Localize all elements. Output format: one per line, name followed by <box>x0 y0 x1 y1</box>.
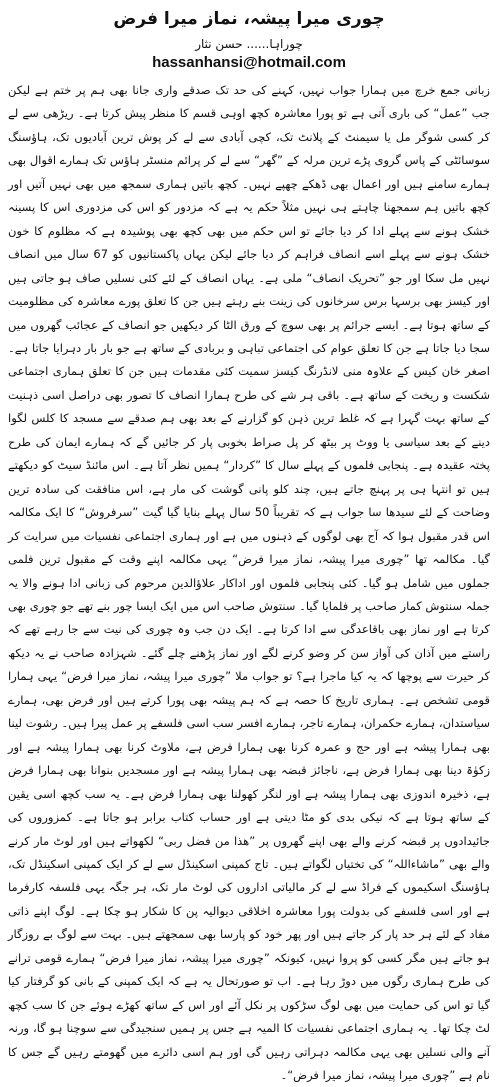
article-title: چوری میرا پیشہ، نماز میرا فرض <box>113 9 385 29</box>
article-body <box>8 79 490 1083</box>
author-email: hassanhansi@hotmail.com <box>152 54 346 71</box>
article-byline: چوراہا...... حسن نثار <box>195 37 303 51</box>
article-body-text: زبانی جمع خرچ میں ہمارا جواب نہیں، کہنے کی حد تک صدقے واری جانا بھی ہم پر ختم ہے لیکن جب ”عمل“ کی باری آتی ہے تو پورا معاشرہ کچھ اوہی قسم کا منظر پیش کرتا ہے۔ ریڑھی سے لے کر کسی شوگر مل یا سیمنٹ کے پلانٹ تک، کچی آبادی سے لے کر پوش ترین آبادیوں تک، ہاؤسنگ سوسائٹی کے پاس گروی پڑے ترین مرلہ کے ”گھر“ سے لے کر پرائم منسٹر ہاؤس تک ہمارے اقوال بھی ہمارے سامنے ہیں اور اعمال بھی ڈھکے چھپے نہیں۔ کچھ باتیں ہماری سمجھ میں بھی نہیں آتیں اور کچھ باتیں ہم سمجھنا چاہتے ہی نہیں مثلاً حکم یہ ہے کہ مزدور کو اس کی مزدوری اس کا پسینہ خشک ہونے سے پہلے ادا کر دیا جائے تو اس حکم میں بھی کچھ بھی پوشیدہ ہے کہ مظلوم کا خون خشک ہونے سے پہلے اسے انصاف فراہم کر دیا جائے لیکن یہاں پاکستانیوں کو 67 سال میں انصاف نہیں مل سکا اور جو ”تحریک انصاف“ ملی ہے۔ یہاں انصاف کے لئے کئی نسلیں صاف ہو جاتی ہیں اور کیسز بھی برسہا برس سرخانوں کی زینت بنے رہتے ہیں جن کا تعلق پورے معاشرہ کی مظلومیت کے ساتھ ہوتا ہے۔ ایسے جرائم پر بھی سوچ کے ورق الٹا کر دیکھیں جو انصاف کے عجائب گھروں میں سجا دیا جاتا ہے جن کا تعلق عوام کی اجتماعی تباہی و بربادی کے ساتھ ہے جو بار بار دہرایا جاتا ہے۔ اصغر خان کیس کے علاوہ منی لانڈرنگ کیسز سمیت کئی مقدمات ہیں جن کا تعلق ہماری اجتماعی شکست و ریخت کے ساتھ ہے۔ باقی ہر شے کی طرح ہمارا انصاف کا تصور بھی دراصل اسی ذہنیت کے ساتھ بہت گہرا ہے کہ غلط ترین ذہن کو گزارنے کے بعد بھی ہم صدقے سے مسجد کا کلس لگوا دینے کے بعد سیاسی یا ووٹ پر بیٹھ کر پل صراط بخوبی پار کر جائیں گے کہ ہمارے ایمان کی طرح پختہ عقیدہ ہے۔ پنجابی فلموں کے پہلے سال کا ”کردار“ ہمیں نظر آتا ہے۔ اس مائنڈ سیٹ کو دیکھتے ہیں تو انتہا ہی پر پہنچ جاتے ہیں، چند کلو پانی گوشت کی مار ہے، اس منافقت کی سادہ ترین وضاحت کے لئے سیدھا سا جواب ہے کہ تقریباً 50 سال پہلے بنایا گیا گیت ”سرفروش“ کا ایک مکالمہ اس قدر مقبول ہوا کہ آج بھی لوگوں کے ذہنوں میں ہے اور ہماری اجتماعی نفسیات میں سرایت کر گیا۔ مکالمہ تھا ”چوری میرا پیشہ، نماز میرا فرض“ یہی مکالمہ اپنے وقت کے مقبول ترین فلمی جملوں میں شامل ہو گیا۔ کئی پنجابی فلموں اور اداکار علاؤالدین مرحوم کی زبانی ادا ہونے والا یہ جملہ سنتوش کمار صاحب پر فلمایا گیا۔ سنتوش صاحب اس میں ایک ایسا چور بنے تھے جو چوری بھی کرتا ہے اور نماز بھی باقاعدگی سے ادا کرتا ہے۔ ایک دن جب وہ چوری کی نیت سے جا رہے تھے کہ راستے میں آذان کی آواز سن کر وضو کرنے لگے اور نماز پڑھنے چلے گئے۔ شہزادہ صاحب نے یہ دیکھ کر حیرت سے پوچھا کہ یہ کیا ماجرا ہے؟ تو جواب ملا ”چوری میرا پیشہ، نماز میرا فرض“ یہی ہمارا قومی تشخص ہے۔ ہماری تاریخ کا حصہ ہے کہ ہم پیشہ بھی پورا کرتے ہیں اور فرض بھی، ہمارے سیاستدان، ہمارے حکمران، ہمارے تاجر، ہمارے افسر سب اسی فلسفے پر عمل پیرا ہیں۔ رشوت لینا بھی ہمارا پیشہ ہے اور حج و عمرہ کرنا بھی ہمارا فرض ہے، ملاوٹ کرنا بھی ہمارا پیشہ ہے اور زکوٰۃ دینا بھی ہمارا فرض ہے، ناجائز قبضہ بھی ہمارا پیشہ ہے اور مسجدیں بنوانا بھی ہمارا فرض ہے، ذخیرہ اندوزی بھی ہمارا پیشہ ہے اور لنگر کھولنا بھی ہمارا فرض ہے۔ یہ سب کچھ اسی یقین کے ساتھ ہوتا ہے کہ نیکی بدی کو مٹا دیتی ہے اور حساب کتاب برابر ہو جاتا ہے۔ کمزوروں کی جائیدادوں پر قبضہ کرنے والے بھی اپنے گھروں پر ”ھذا من فضل ربی“ لکھواتے ہیں اور لوٹ مار کرنے والے بھی ”ماشاءاللہ“ کی تختیاں لگواتے ہیں۔ تاج کمپنی اسکینڈل سے لے کر ایک کمپنی اسکینڈل تک، ہاؤسنگ اسکیموں کے فراڈ سے لے کر مالیاتی اداروں کی لوٹ مار تک، ہر جگہ یہی فلسفہ کارفرما ہے اور اسی فلسفے کی بدولت پورا معاشرہ اخلاقی دیوالیہ پن کا شکار ہو چکا ہے۔ لوگ اپنے ذاتی مفاد کے لئے ہر حد پار کر جاتے ہیں اور پھر خود کو پارسا بھی سمجھتے ہیں۔ بہت سے لوگ بے روزگار ہو جاتے ہیں مگر کسی کو پروا نہیں، کیونکہ ”چوری میرا پیشہ، نماز میرا فرض“ ہمارے قومی ترانے کی طرح ہماری رگوں میں دوڑ رہا ہے۔ اب تو صورتحال یہ ہے کہ ایک کمپنی کے بانی کو گرفتار کیا گیا تو اس کی حمایت میں بھی لوگ سڑکوں پر نکل آئے اور اس کے ساتھ کھڑے ہوئے جن کا سب کچھ لٹ چکا تھا۔ یہ ہماری اجتماعی نفسیات کا المیہ ہے جس پر ہمیں سنجیدگی سے سوچنا ہو گا، ورنہ آنے والی نسلیں بھی یہی مکالمہ دہراتی رہیں گی اور ہم اسی دائرے میں گھومتے رہیں گے جس کا نام ہے ”چوری میرا پیشہ، نماز میرا فرض“۔ <box>8 83 490 1083</box>
